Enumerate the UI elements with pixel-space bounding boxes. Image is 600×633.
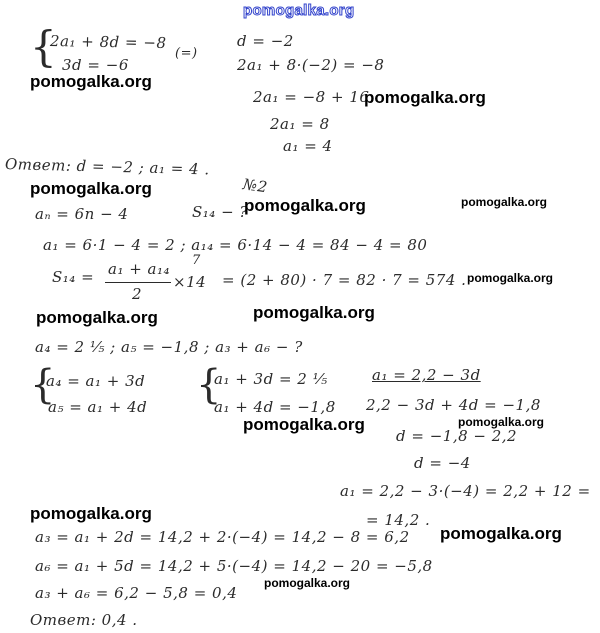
- watermark: pomogalka.org: [461, 195, 548, 209]
- equation-line: a₆ = a₁ + 5d = 14,2 + 5·(−4) = 14,2 − 20 = −5,8: [35, 557, 433, 575]
- cancel-note: 7: [192, 253, 201, 268]
- sum-formula-result: = (2 + 80) · 7 = 82 · 7 = 574 .: [222, 271, 467, 289]
- equation-line: d = −2: [237, 32, 294, 50]
- sum-formula-numerator: a₁ + a₁₄: [108, 260, 171, 278]
- equation-line: 2a₁ + 8d = −8: [49, 32, 167, 53]
- equation-line: d = −1,8 − 2,2: [396, 427, 518, 445]
- watermark: pomogalka.org: [264, 576, 351, 590]
- system-brace: {: [30, 22, 57, 71]
- header-watermark: pomogalka.org: [243, 2, 355, 19]
- problem-number: №2: [241, 175, 269, 197]
- sum-formula-denominator: 2: [132, 285, 143, 303]
- watermark: pomogalka.org: [253, 303, 375, 322]
- answer-line: Ответ: 0,4 .: [30, 611, 138, 629]
- equation-line: d = −4: [414, 454, 471, 472]
- equation-line: a₁ = 2,2 − 3d: [372, 366, 481, 384]
- equation-line: a₁ + 4d = −1,8: [214, 398, 336, 416]
- watermark: pomogalka.org: [36, 308, 158, 327]
- watermark: pomogalka.org: [458, 415, 545, 429]
- answer-line: Ответ: d = −2 ; a₁ = 4 .: [4, 155, 210, 179]
- equation-line: a₅ = a₁ + 4d: [48, 398, 148, 416]
- equation-line: a₃ = a₁ + 2d = 14,2 + 2·(−4) = 14,2 − 8 = 6,2: [35, 528, 410, 546]
- equation-line: 2a₁ = 8: [270, 115, 330, 133]
- watermark: pomogalka.org: [467, 271, 554, 285]
- system-brace: {: [196, 362, 222, 408]
- equation-line: a₁ + 3d = 2 ⅕: [214, 370, 328, 388]
- fraction-bar: [105, 282, 171, 283]
- equation-line: aₙ = 6n − 4: [35, 205, 129, 223]
- equation-line: 3d = −6: [62, 56, 129, 74]
- watermark: pomogalka.org: [30, 72, 152, 91]
- system-brace: {: [30, 362, 56, 408]
- equation-line: 2a₁ + 8·(−2) = −8: [237, 56, 385, 74]
- condition-line: a₄ = 2 ⅕ ; a₅ = −1,8 ; a₃ + a₆ − ?: [35, 338, 303, 356]
- equation-line: a₄ = a₁ + 3d: [46, 372, 146, 390]
- watermark: pomogalka.org: [364, 88, 486, 107]
- equation-line: 2a₁ = −8 + 16: [253, 88, 370, 106]
- sum-formula-lhs: S₁₄ =: [52, 268, 95, 286]
- equation-line: a₃ + a₆ = 6,2 − 5,8 = 0,4: [35, 584, 238, 602]
- equation-line: a₁ = 6·1 − 4 = 2 ; a₁₄ = 6·14 − 4 = 84 − 4 = 80: [43, 236, 428, 254]
- sum-formula-multiplier: ×14: [173, 273, 207, 291]
- equation-line: a₁ = 4: [283, 137, 333, 155]
- watermark: pomogalka.org: [30, 504, 152, 523]
- watermark: pomogalka.org: [440, 524, 562, 543]
- equation-line: a₁ = 2,2 − 3·(−4) = 2,2 + 12 =: [340, 482, 591, 500]
- equation-line: = 14,2 .: [366, 511, 431, 529]
- equation-line: S₁₄ − ?: [192, 203, 248, 221]
- watermark: pomogalka.org: [243, 415, 365, 434]
- equation-line: 2,2 − 3d + 4d = −1,8: [366, 396, 541, 414]
- implies-sign: (=): [175, 46, 198, 61]
- watermark: pomogalka.org: [30, 179, 152, 198]
- watermark: pomogalka.org: [244, 196, 366, 215]
